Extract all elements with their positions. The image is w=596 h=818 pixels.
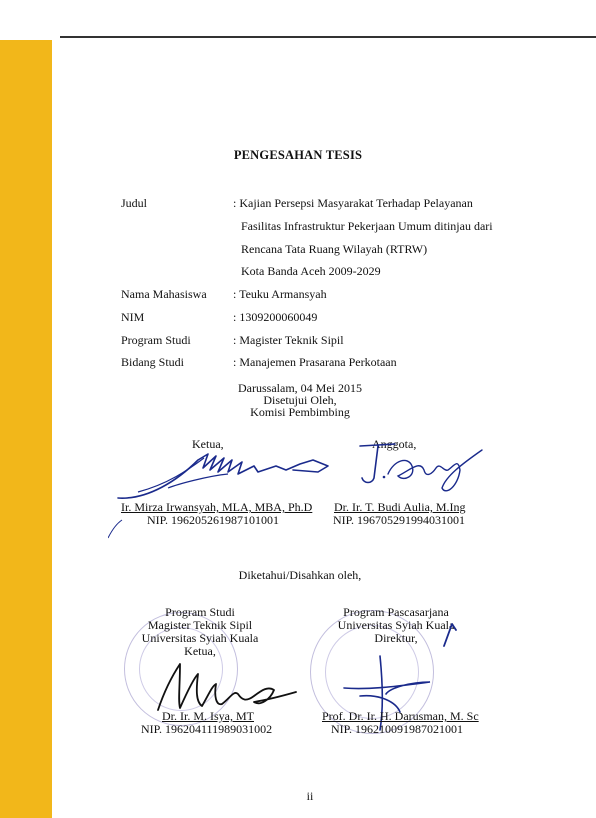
left-official-nip: NIP. 196204111989031002: [141, 722, 273, 736]
value-nama: : Teuku Armansyah: [233, 287, 327, 301]
right-official-name: Prof. Dr. Ir. H. Darusman, M. Sc: [322, 709, 479, 723]
chair-name: Ir. Mirza Irwansyah, MLA, MBA, Ph.D: [121, 500, 313, 514]
committee-label: Komisi Pembimbing: [250, 405, 350, 419]
value-bidang-studi: : Manajemen Prasarana Perkotaan: [233, 355, 397, 369]
value-program-studi: : Magister Teknik Sipil: [233, 333, 344, 347]
approved-by: Disetujui Oleh,: [263, 393, 337, 407]
right-line-2: Universitas Syiah Kuala: [337, 618, 455, 632]
page-title: PENGESAHAN TESIS: [233, 148, 363, 162]
member-role: Anggota,: [372, 437, 417, 451]
page-number: ii: [306, 789, 314, 803]
known-by: Diketahui/Disahkan oleh,: [238, 568, 362, 582]
value-judul-line-4: Kota Banda Aceh 2009-2029: [241, 264, 381, 278]
right-official-nip: NIP. 196210091987021001: [331, 722, 464, 736]
left-line-2: Magister Teknik Sipil: [147, 618, 253, 632]
value-judul-line-2: Fasilitas Infrastruktur Pekerjaan Umum ditinjau dari: [241, 219, 493, 233]
chair-nip: NIP. 196205261987101001: [147, 513, 280, 527]
label-judul: Judul: [121, 196, 148, 210]
value-judul-line-1: : Kajian Persepsi Masyarakat Terhadap Pelayanan: [233, 196, 473, 210]
left-line-4: Ketua,: [184, 644, 216, 658]
value-judul-line-3: Rencana Tata Ruang Wilayah (RTRW): [241, 242, 428, 256]
left-line-3: Universitas Syiah Kuala: [141, 631, 259, 645]
label-nama: Nama Mahasiswa: [121, 287, 207, 301]
member-name: Dr. Ir. T. Budi Aulia, M.Ing: [334, 500, 466, 514]
left-line-1: Program Studi: [165, 605, 235, 619]
value-nim: : 1309200060049: [233, 310, 318, 324]
top-edge-line: [60, 36, 596, 38]
label-program-studi: Program Studi: [121, 333, 191, 347]
left-official-name: Dr. Ir. M. Isya, MT: [162, 709, 254, 723]
label-bidang-studi: Bidang Studi: [121, 355, 185, 369]
place-date: Darussalam, 04 Mei 2015: [238, 381, 362, 395]
right-line-1: Program Pascasarjana: [343, 605, 449, 619]
member-nip: NIP. 196705291994031001: [333, 513, 466, 527]
label-nim: NIM: [121, 310, 145, 324]
right-line-3: Direktur,: [374, 631, 418, 645]
member-signature: [350, 430, 490, 510]
chair-role: Ketua,: [192, 437, 224, 451]
